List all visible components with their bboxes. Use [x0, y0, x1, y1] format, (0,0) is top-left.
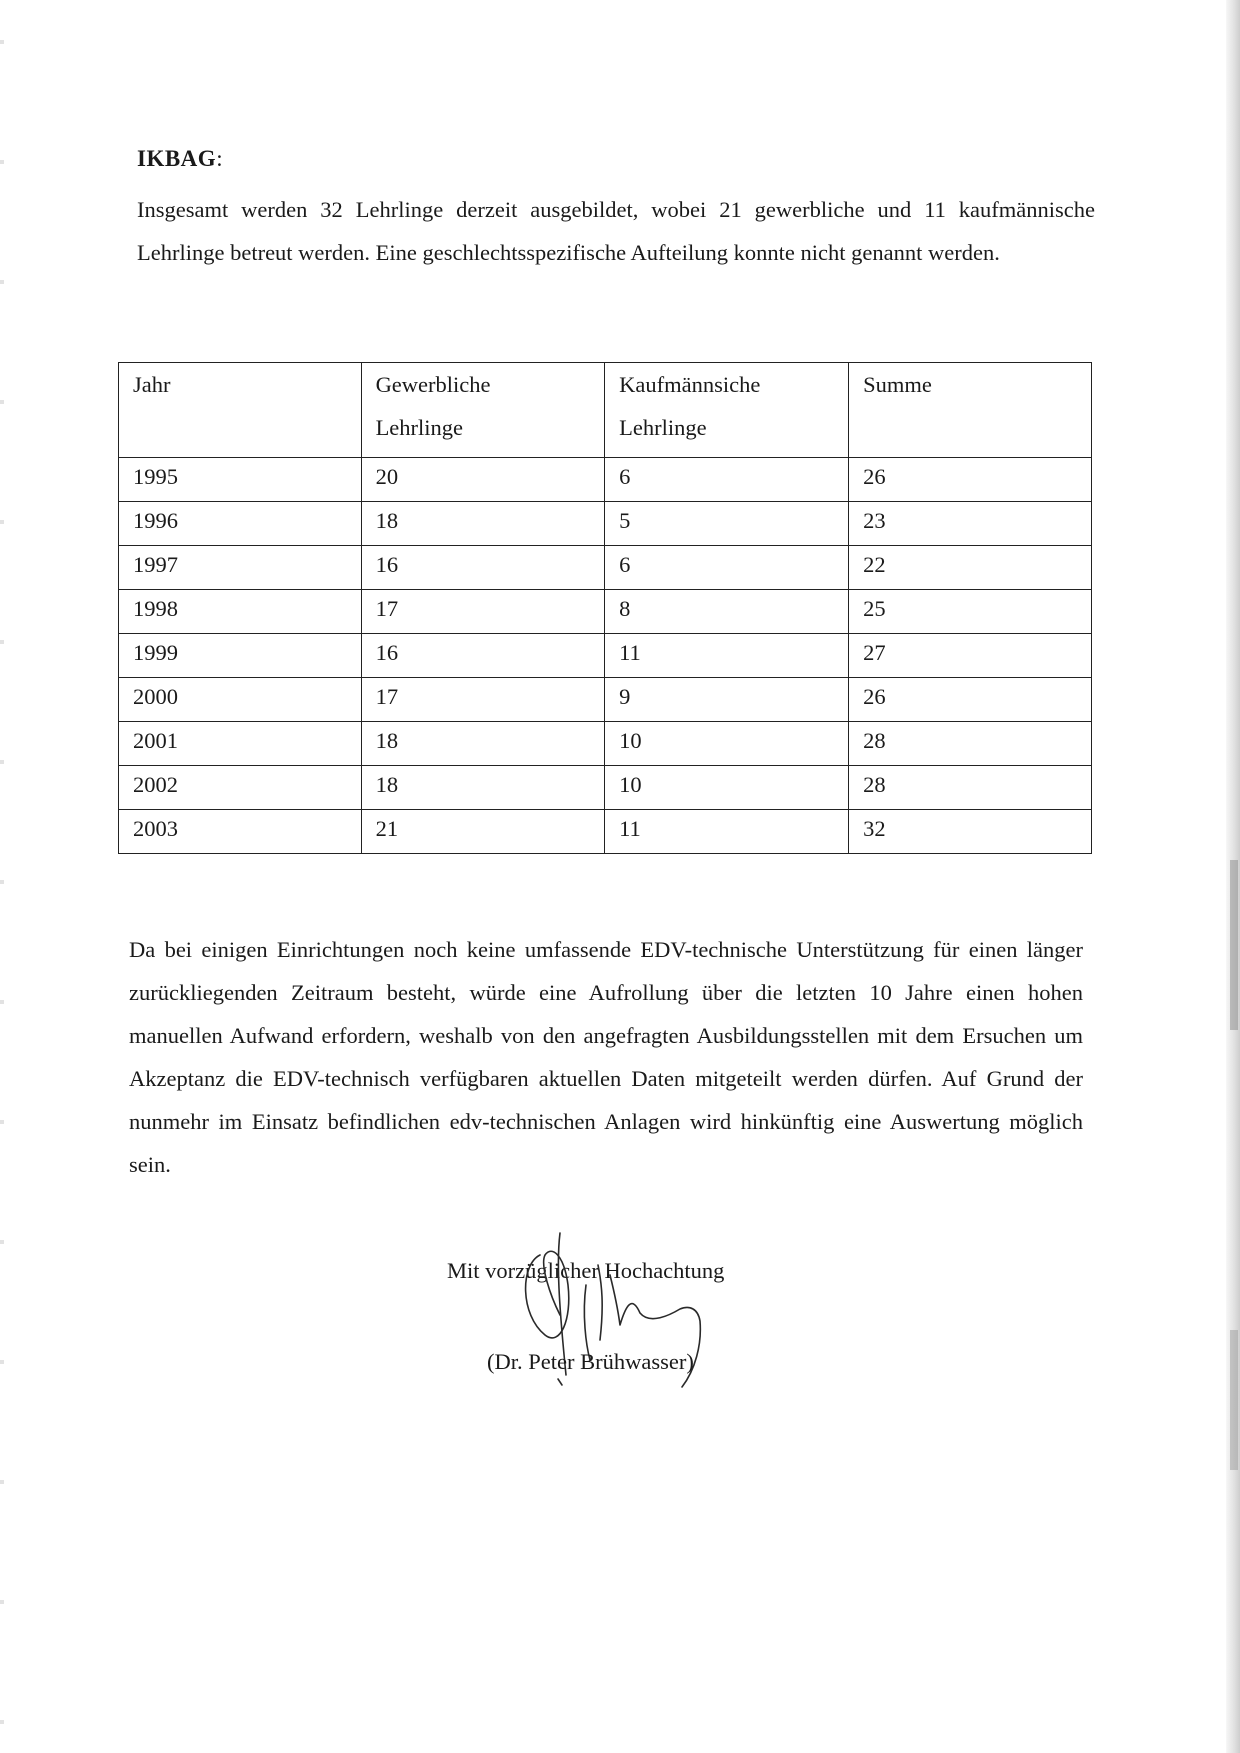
cell-commercial: 18 [361, 766, 605, 810]
cell-sum: 26 [849, 678, 1092, 722]
table-row [119, 634, 1092, 678]
cell-business: 6 [605, 458, 849, 502]
body-paragraph: Da bei einigen Einrichtungen noch keine umfassende EDV-technische Unterstützung für einen länger zurückliegenden Zeitraum besteht, würde eine Aufrollung über die letzten 10 Jahre einen hohen manuellen Aufwand erfordern, weshalb von den angefragten Ausbildungsstellen mit dem Ersuchen um Akzeptanz die EDV-technisch verfügbaren aktuellen Daten mitgeteilt werden dürfen. Auf Grund der nunmehr im Einsatz befindlichen edv-technischen Anlagen wird hinkünftig eine Auswertung möglich sein. [129, 937, 1083, 1177]
cell-year: 1995 [119, 458, 362, 502]
scan-artifact-dark-band [1230, 860, 1238, 1030]
cell-sum: 27 [849, 634, 1092, 678]
section-heading [137, 146, 223, 172]
cell-year: 1998 [119, 590, 362, 634]
cell-business: 6 [605, 546, 849, 590]
cell-business: 10 [605, 766, 849, 810]
header-year: Jahr [119, 363, 362, 458]
table-row [119, 546, 1092, 590]
cell-commercial: 17 [361, 678, 605, 722]
signer-name: (Dr. Peter Brühwasser) [487, 1349, 694, 1374]
header-commercial: Gewerbliche Lehrlinge [361, 363, 605, 458]
heading-title: IKBAG [137, 146, 217, 171]
table-row [119, 502, 1092, 546]
cell-sum: 25 [849, 590, 1092, 634]
cell-sum: 28 [849, 766, 1092, 810]
heading-colon: : [216, 146, 224, 171]
cell-business: 11 [605, 634, 849, 678]
cell-commercial: 16 [361, 634, 605, 678]
cell-commercial: 17 [361, 590, 605, 634]
table-row [119, 590, 1092, 634]
cell-business: 10 [605, 722, 849, 766]
cell-commercial: 16 [361, 546, 605, 590]
intro-paragraph: Insgesamt werden 32 Lehrlinge derzeit ausgebildet, wobei 21 gewerbliche und 11 kaufmännische Lehrlinge betreut werden. Eine geschlechtsspezifische Aufteilung konnte nicht genannt werden. [137, 197, 1095, 265]
cell-year: 1996 [119, 502, 362, 546]
cell-commercial: 21 [361, 810, 605, 854]
cell-sum: 28 [849, 722, 1092, 766]
scan-artifact-left [0, 0, 4, 1753]
cell-year: 2000 [119, 678, 362, 722]
cell-commercial: 18 [361, 502, 605, 546]
cell-business: 8 [605, 590, 849, 634]
cell-year: 2002 [119, 766, 362, 810]
cell-commercial: 20 [361, 458, 605, 502]
cell-commercial: 18 [361, 722, 605, 766]
table-row [119, 458, 1092, 502]
table-row [119, 766, 1092, 810]
header-sum: Summe [849, 363, 1092, 458]
cell-year: 1999 [119, 634, 362, 678]
cell-year: 2003 [119, 810, 362, 854]
cell-business: 5 [605, 502, 849, 546]
cell-sum: 26 [849, 458, 1092, 502]
table-header-row [119, 363, 1092, 458]
cell-year: 2001 [119, 722, 362, 766]
header-business: Kaufmännsiche Lehrlinge [605, 363, 849, 458]
cell-sum: 23 [849, 502, 1092, 546]
table-row [119, 678, 1092, 722]
table-row [119, 722, 1092, 766]
cell-business: 9 [605, 678, 849, 722]
table-row [119, 810, 1092, 854]
cell-sum: 22 [849, 546, 1092, 590]
cell-business: 11 [605, 810, 849, 854]
cell-sum: 32 [849, 810, 1092, 854]
cell-year: 1997 [119, 546, 362, 590]
closing-salutation: Mit vorzüglicher Hochachtung [447, 1258, 725, 1283]
apprentice-table [118, 362, 1092, 854]
scan-artifact-dark-band [1230, 1330, 1238, 1470]
